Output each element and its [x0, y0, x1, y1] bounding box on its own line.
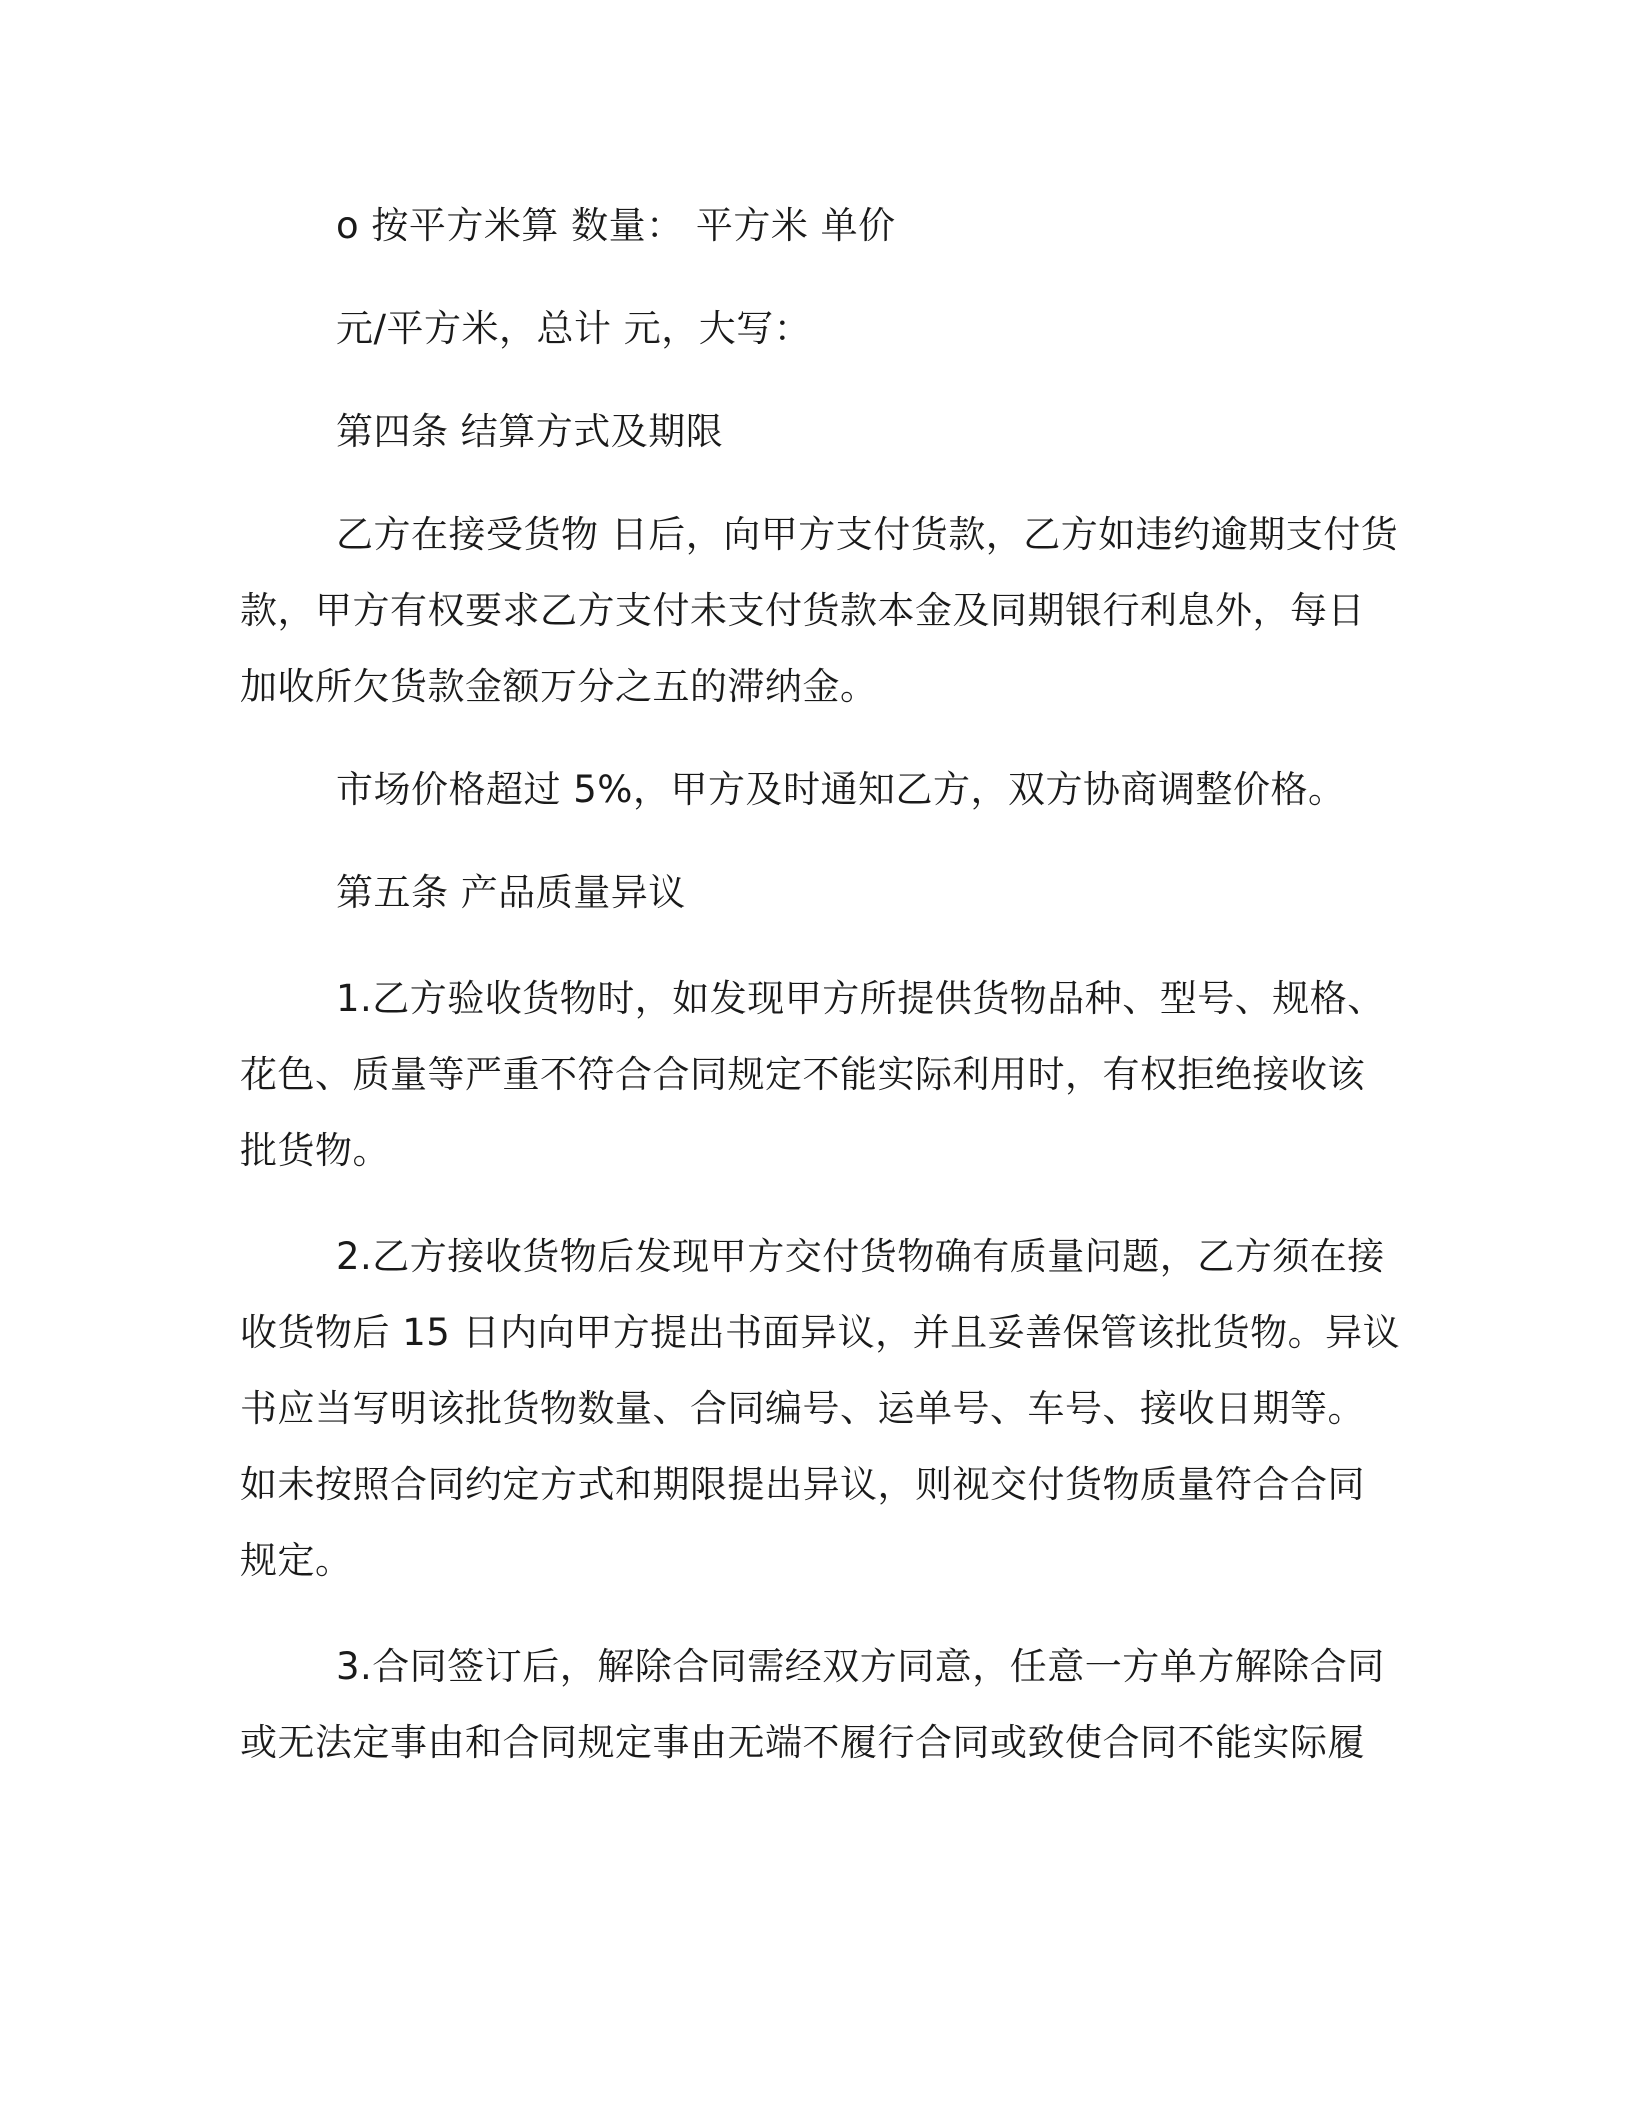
article-4-para-1-line-3: 加收所欠货款金额万分之五的滞纳金。: [240, 665, 878, 708]
article-5-item-2-line-1: 2.乙方接收货物后发现甲方交付货物确有质量问题，乙方须在接: [336, 1235, 1385, 1278]
article-5-item-2-line-5: 规定。: [240, 1539, 353, 1582]
article-5-item-2-line-2: 收货物后 15 日内向甲方提出书面异议，并且妥善保管该批货物。异议: [240, 1311, 1401, 1354]
text-line-pricing-total: 元/平方米，总计 元，大写：: [336, 307, 812, 350]
article-4-heading: 第四条 结算方式及期限: [336, 410, 724, 453]
article-5-item-1-line-3: 批货物。: [240, 1129, 390, 1172]
article-4-para-1-line-1: 乙方在接受货物 日后，向甲方支付货款，乙方如违约逾期支付货: [336, 513, 1399, 556]
article-4-para-2: 市场价格超过 5%，甲方及时通知乙方，双方协商调整价格。: [336, 768, 1346, 811]
article-5-item-2-line-3: 书应当写明该批货物数量、合同编号、运单号、车号、接收日期等。: [240, 1387, 1365, 1430]
text-line-pricing-sqm: o 按平方米算 数量： 平方米 单价: [336, 204, 896, 247]
article-5-item-3-line-1: 3.合同签订后，解除合同需经双方同意，任意一方单方解除合同: [336, 1645, 1385, 1688]
article-5-item-1-line-2: 花色、质量等严重不符合合同规定不能实际利用时，有权拒绝接收该: [240, 1053, 1365, 1096]
document-body: [240, 188, 1401, 1781]
article-5-item-2-line-4: 如未按照合同约定方式和期限提出异议，则视交付货物质量符合合同: [240, 1463, 1365, 1506]
article-5-item-3-line-2: 或无法定事由和合同规定事由无端不履行合同或致使合同不能实际履: [240, 1721, 1365, 1764]
article-5-item-1-line-1: 1.乙方验收货物时，如发现甲方所提供货物品种、型号、规格、: [336, 977, 1385, 1020]
article-5-heading: 第五条 产品质量异议: [336, 871, 686, 914]
article-4-para-1-line-2: 款，甲方有权要求乙方支付未支付货款本金及同期银行利息外，每日: [240, 589, 1365, 632]
